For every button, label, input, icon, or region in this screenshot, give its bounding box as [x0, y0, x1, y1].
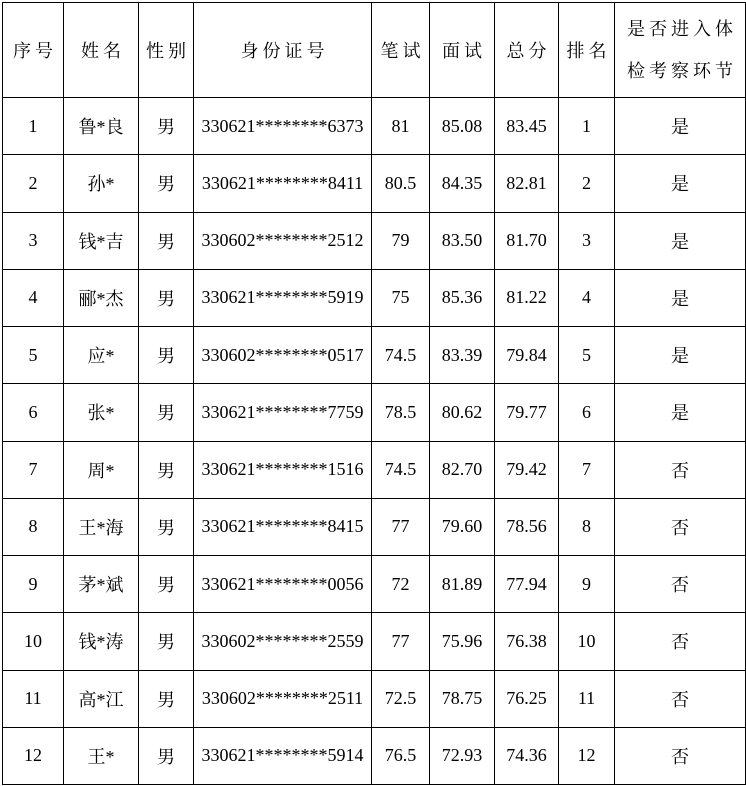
cell-total-score: 81.22 [495, 269, 559, 326]
cell-medical-check: 是 [615, 269, 746, 326]
cell-name: 茅*斌 [64, 556, 139, 613]
table-row [3, 327, 746, 384]
cell-total-score: 79.42 [495, 441, 559, 498]
cell-id-number: 330621********6373 [194, 98, 372, 155]
table-row [3, 212, 746, 269]
cell-id-number: 330621********8415 [194, 498, 372, 555]
cell-medical-check: 是 [615, 155, 746, 212]
cell-written-test: 77 [372, 613, 430, 670]
cell-written-test: 74.5 [372, 441, 430, 498]
cell-index: 2 [3, 155, 64, 212]
cell-medical-check: 是 [615, 212, 746, 269]
cell-medical-check: 否 [615, 498, 746, 555]
cell-id-number: 330602********2559 [194, 613, 372, 670]
cell-id-number: 330621********0056 [194, 556, 372, 613]
cell-index: 1 [3, 98, 64, 155]
table-body [3, 98, 746, 785]
cell-rank: 7 [559, 441, 615, 498]
cell-medical-check: 否 [615, 613, 746, 670]
column-header-index: 序号 [3, 3, 64, 98]
cell-index: 4 [3, 269, 64, 326]
table-row [3, 670, 746, 727]
cell-gender: 男 [139, 98, 194, 155]
table-row [3, 498, 746, 555]
cell-gender: 男 [139, 727, 194, 784]
cell-gender: 男 [139, 498, 194, 555]
cell-interview: 81.89 [430, 556, 495, 613]
column-header-medical-check [615, 3, 746, 98]
cell-total-score: 83.45 [495, 98, 559, 155]
column-header-name: 姓名 [64, 3, 139, 98]
cell-gender: 男 [139, 384, 194, 441]
cell-rank: 2 [559, 155, 615, 212]
cell-total-score: 74.36 [495, 727, 559, 784]
cell-total-score: 78.56 [495, 498, 559, 555]
cell-name: 王*海 [64, 498, 139, 555]
cell-index: 8 [3, 498, 64, 555]
header-row [3, 3, 746, 98]
cell-written-test: 77 [372, 498, 430, 555]
cell-rank: 1 [559, 98, 615, 155]
cell-total-score: 79.84 [495, 327, 559, 384]
cell-medical-check: 否 [615, 556, 746, 613]
cell-written-test: 75 [372, 269, 430, 326]
cell-written-test: 78.5 [372, 384, 430, 441]
cell-index: 12 [3, 727, 64, 784]
cell-name: 钱*涛 [64, 613, 139, 670]
cell-index: 11 [3, 670, 64, 727]
cell-gender: 男 [139, 556, 194, 613]
cell-medical-check: 是 [615, 327, 746, 384]
cell-id-number: 330621********5914 [194, 727, 372, 784]
cell-rank: 9 [559, 556, 615, 613]
cell-index: 3 [3, 212, 64, 269]
cell-id-number: 330621********1516 [194, 441, 372, 498]
cell-gender: 男 [139, 155, 194, 212]
cell-interview: 83.39 [430, 327, 495, 384]
cell-interview: 72.93 [430, 727, 495, 784]
cell-gender: 男 [139, 670, 194, 727]
cell-id-number: 330621********7759 [194, 384, 372, 441]
cell-total-score: 76.38 [495, 613, 559, 670]
column-header-line: 是否进入体 [627, 19, 737, 39]
cell-interview: 85.08 [430, 98, 495, 155]
cell-medical-check: 否 [615, 441, 746, 498]
cell-index: 10 [3, 613, 64, 670]
cell-written-test: 80.5 [372, 155, 430, 212]
table-row [3, 384, 746, 441]
cell-id-number: 330602********0517 [194, 327, 372, 384]
cell-written-test: 81 [372, 98, 430, 155]
cell-medical-check: 否 [615, 727, 746, 784]
cell-rank: 10 [559, 613, 615, 670]
cell-id-number: 330602********2511 [194, 670, 372, 727]
cell-gender: 男 [139, 327, 194, 384]
cell-rank: 12 [559, 727, 615, 784]
cell-name: 高*江 [64, 670, 139, 727]
score-table [2, 2, 746, 785]
cell-written-test: 79 [372, 212, 430, 269]
cell-interview: 75.96 [430, 613, 495, 670]
cell-index: 9 [3, 556, 64, 613]
cell-gender: 男 [139, 212, 194, 269]
cell-interview: 78.75 [430, 670, 495, 727]
cell-total-score: 76.25 [495, 670, 559, 727]
table-row [3, 613, 746, 670]
cell-gender: 男 [139, 441, 194, 498]
cell-total-score: 79.77 [495, 384, 559, 441]
column-header-gender: 性别 [139, 3, 194, 98]
column-header-rank: 排名 [559, 3, 615, 98]
table-row [3, 441, 746, 498]
table-row [3, 98, 746, 155]
column-header-total-score: 总分 [495, 3, 559, 98]
cell-gender: 男 [139, 269, 194, 326]
cell-interview: 80.62 [430, 384, 495, 441]
cell-total-score: 82.81 [495, 155, 559, 212]
cell-rank: 4 [559, 269, 615, 326]
cell-id-number: 330621********5919 [194, 269, 372, 326]
cell-medical-check: 是 [615, 384, 746, 441]
column-header-interview: 面试 [430, 3, 495, 98]
cell-name: 钱*吉 [64, 212, 139, 269]
column-header-id-number: 身份证号 [194, 3, 372, 98]
cell-rank: 8 [559, 498, 615, 555]
table-row [3, 556, 746, 613]
cell-name: 应* [64, 327, 139, 384]
cell-id-number: 330602********2512 [194, 212, 372, 269]
column-header-written-test: 笔试 [372, 3, 430, 98]
cell-rank: 6 [559, 384, 615, 441]
cell-gender: 男 [139, 613, 194, 670]
column-header-line: 检考察环节 [627, 61, 737, 81]
cell-index: 6 [3, 384, 64, 441]
cell-interview: 85.36 [430, 269, 495, 326]
table-row [3, 269, 746, 326]
cell-interview: 82.70 [430, 441, 495, 498]
table-row [3, 727, 746, 784]
cell-interview: 79.60 [430, 498, 495, 555]
cell-medical-check: 否 [615, 670, 746, 727]
cell-name: 张* [64, 384, 139, 441]
cell-name: 王* [64, 727, 139, 784]
cell-name: 郦*杰 [64, 269, 139, 326]
cell-index: 5 [3, 327, 64, 384]
cell-total-score: 81.70 [495, 212, 559, 269]
cell-written-test: 74.5 [372, 327, 430, 384]
cell-rank: 3 [559, 212, 615, 269]
cell-name: 周* [64, 441, 139, 498]
cell-written-test: 72.5 [372, 670, 430, 727]
cell-rank: 11 [559, 670, 615, 727]
cell-index: 7 [3, 441, 64, 498]
cell-total-score: 77.94 [495, 556, 559, 613]
cell-name: 孙* [64, 155, 139, 212]
cell-id-number: 330621********8411 [194, 155, 372, 212]
cell-medical-check: 是 [615, 98, 746, 155]
cell-rank: 5 [559, 327, 615, 384]
table-header [3, 3, 746, 98]
cell-interview: 84.35 [430, 155, 495, 212]
cell-interview: 83.50 [430, 212, 495, 269]
cell-written-test: 76.5 [372, 727, 430, 784]
cell-name: 鲁*良 [64, 98, 139, 155]
table-row [3, 155, 746, 212]
cell-written-test: 72 [372, 556, 430, 613]
